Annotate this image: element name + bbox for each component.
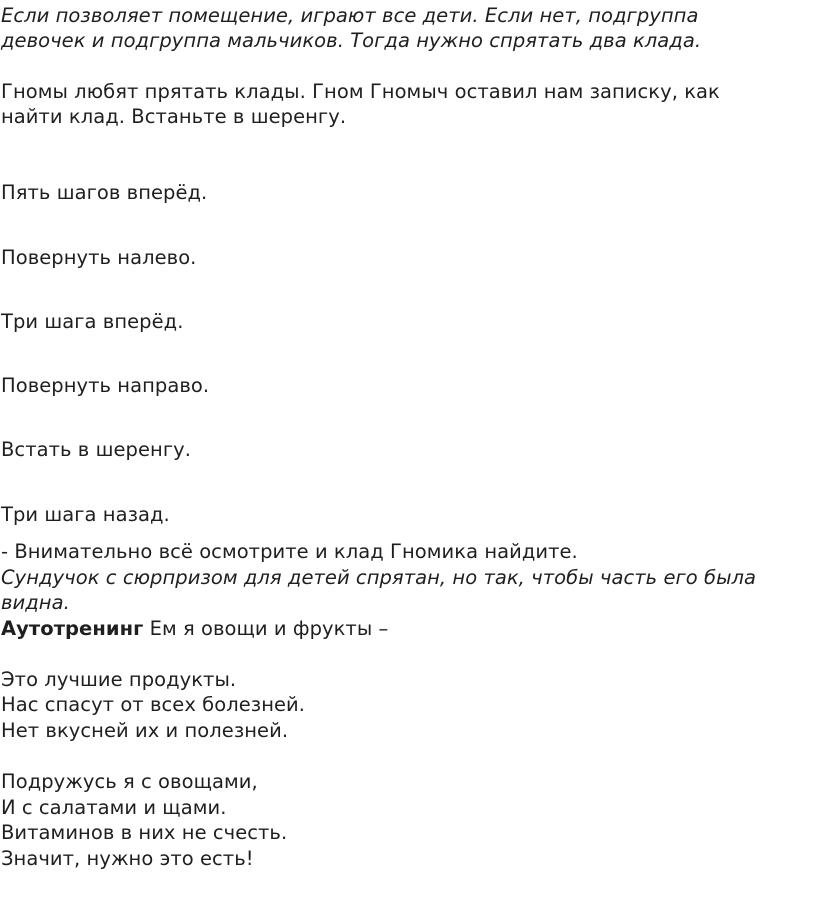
gnomes-line-1: Гномы любят прятать клады. Гном Гномыч оставил нам записку, как [1,80,720,103]
step-2: Повернуть налево. [1,246,197,269]
poem-line: И с салатами и щами. [1,796,227,819]
intro-line-1: Если позволяет помещение, играют все дети. Если нет, подгруппа [1,4,699,27]
step-5: Встать в шеренгу. [1,438,191,461]
step-1: Пять шагов вперёд. [1,181,208,204]
poem-line: Нас спасут от всех болезней. [1,693,306,716]
step-6: Три шага назад. [1,503,170,526]
poem-line: Подружусь я с овощами, [1,770,258,793]
intro-line-2: девочек и подгруппа мальчиков. Тогда нужно спрятать два клада. [1,29,702,52]
chest-line-2: видна. [1,591,70,614]
autotraining-title: Аутотренинг [1,617,144,640]
find-treasure-line: - Внимательно всё осмотрите и клад Гномика найдите. [1,540,578,563]
poem-line: Нет вкусней их и полезней. [1,719,289,742]
poem-first-line: Ем я овощи и фрукты – [143,617,389,640]
poem-line: Значит, нужно это есть! [1,847,254,870]
step-3: Три шага вперёд. [1,310,184,333]
gnomes-line-2: найти клад. Встаньте в шеренгу. [1,105,347,128]
poem-line: Витаминов в них не счесть. [1,821,288,844]
chest-line-1: Сундучок с сюрпризом для детей спрятан, но так, чтобы часть его была [1,566,757,589]
autotraining-line [1,616,388,641]
poem-line: Это лучшие продукты. [1,668,237,691]
step-4: Повернуть направо. [1,374,210,397]
